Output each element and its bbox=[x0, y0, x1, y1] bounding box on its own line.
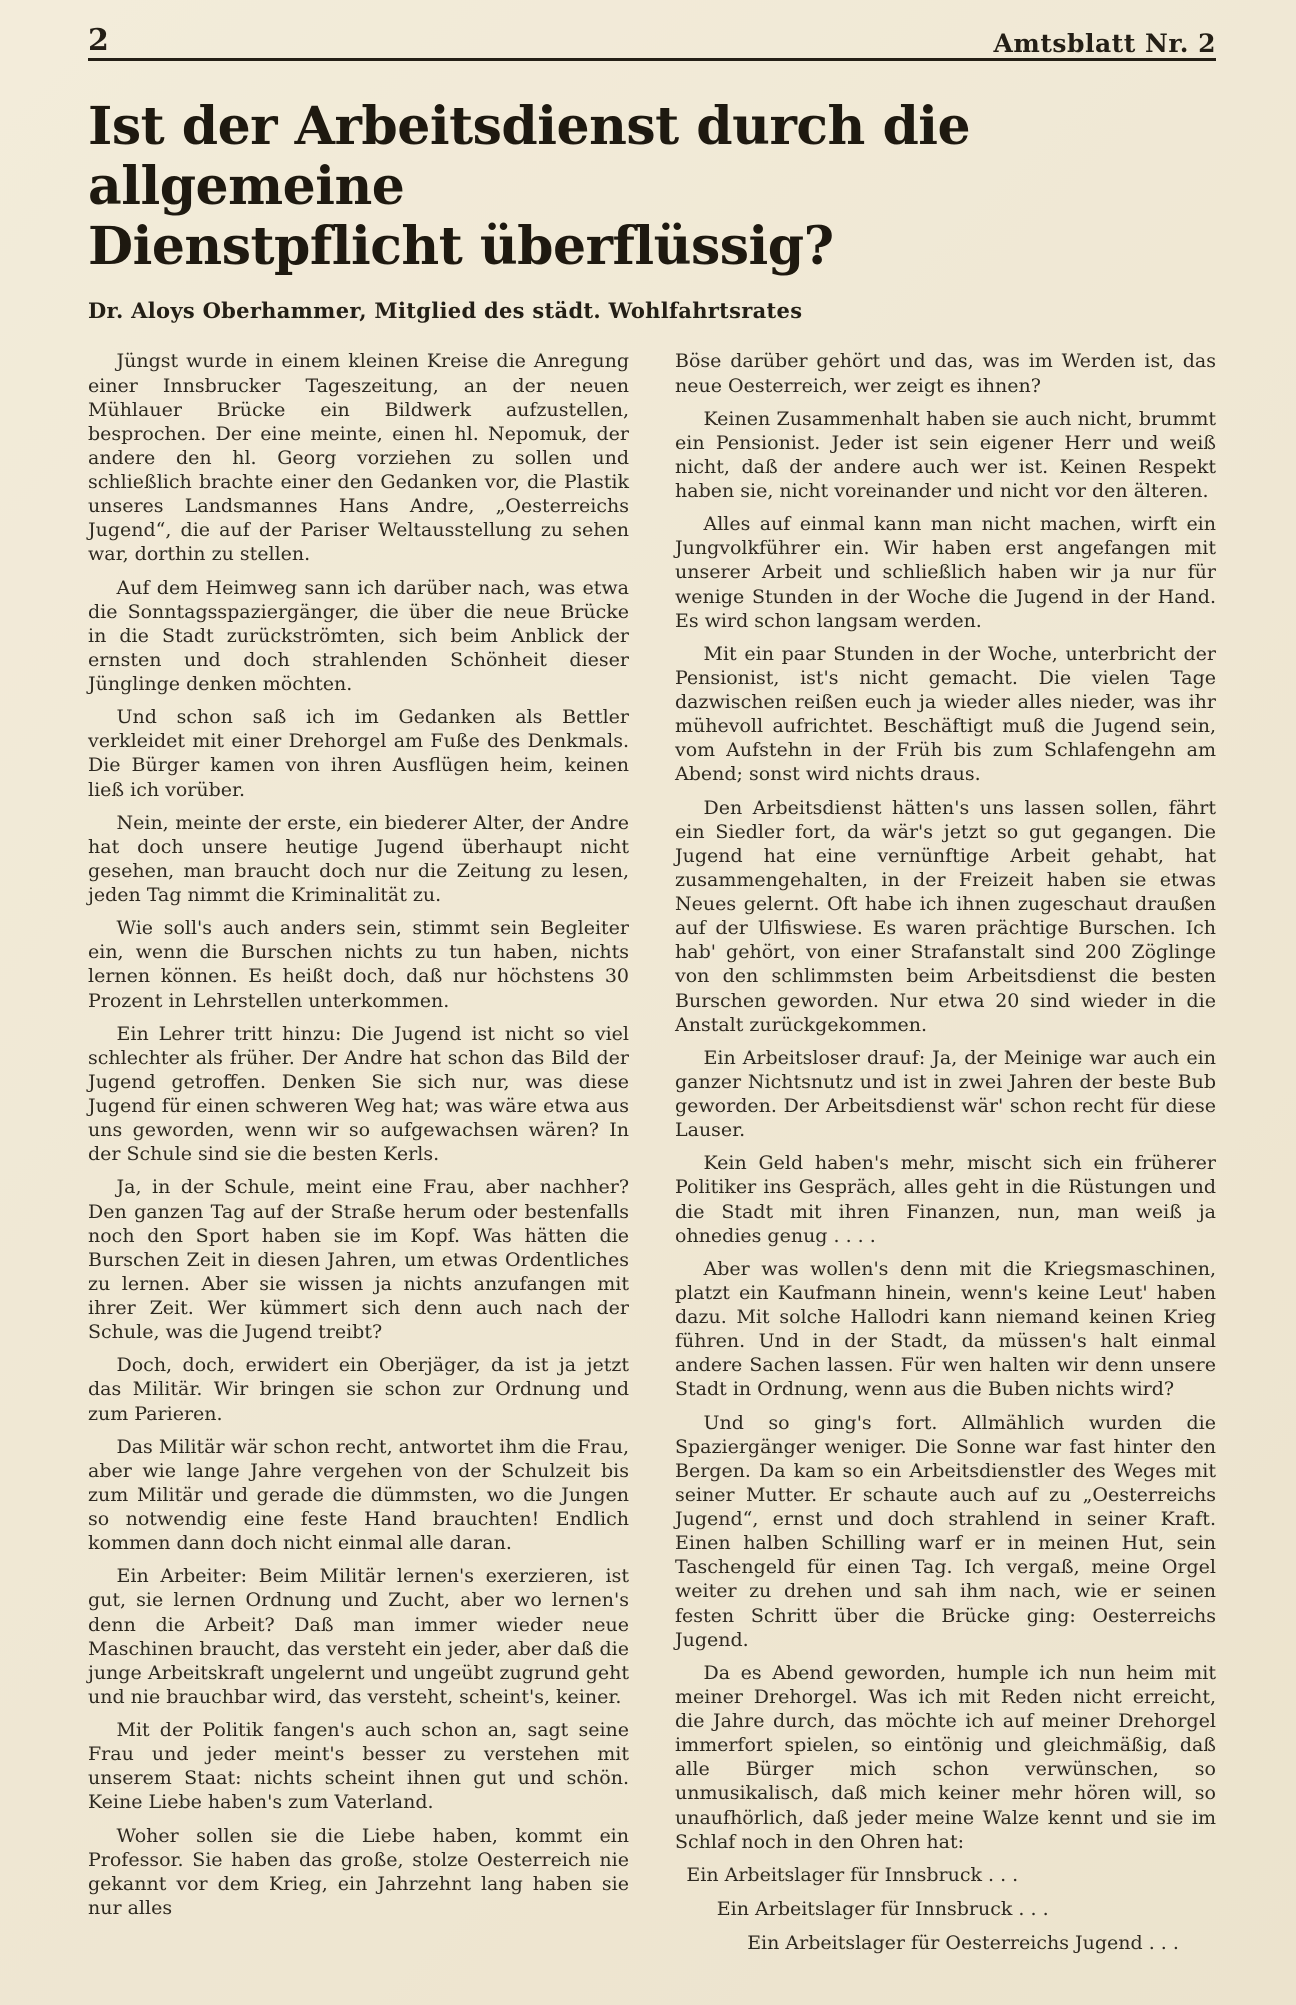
paragraph: Und schon saß ich im Gedanken als Bettler verkleidet mit einer Drehorgel am Fuße des Denkmals. Die Bürger kamen von ihren Ausflügen heim, keinen ließ ich vorüber. bbox=[88, 706, 629, 801]
paragraph: Mit ein paar Stunden in der Woche, unterbricht der Pensionist, ist's nicht gemacht. Die vielen Tage dazwischen reißen euch ja wieder alles nieder, was ihr mühevoll aufrichtet. Beschäftigt muß die Jugend sein, vom Aufstehn in der Früh bis zum Schlafengehn am Abend; sonst wird nichts draus. bbox=[675, 642, 1216, 786]
paragraph: Doch, doch, erwidert ein Oberjäger, da ist ja jetzt das Militär. Wir bringen sie schon zur Ordnung und zum Parieren. bbox=[88, 1354, 629, 1425]
byline: Dr. Aloys Oberhammer, Mitglied des städt. Wohlfahrtsrates bbox=[88, 298, 803, 324]
headline-line-2: Dienstpflicht überflüssig? bbox=[88, 215, 834, 277]
page-number: 2 bbox=[88, 23, 109, 58]
paragraph: Alles auf einmal kann man nicht machen, wirft ein Jungvolkführer ein. Wir haben erst angefangen mit unserer Arbeit und schließlich haben wir ja nur für wenige Stunden in der Woche die Jugend in der Hand. Es wird schon langsam werden. bbox=[675, 513, 1216, 632]
paragraph: Woher sollen sie die Liebe haben, kommt ein Professor. Sie haben das große, stolze Oesterreich nie gekannt vor dem Krieg, ein Jahrzehnt lang haben sie nur alles bbox=[88, 1824, 629, 1919]
paragraph: Wie soll's auch anders sein, stimmt sein Begleiter ein, wenn die Burschen nichts zu tun haben, nichts lernen können. Es heißt doch, daß nur höchstens 30 Prozent in Lehrstellen unterkommen. bbox=[88, 917, 629, 1012]
closing-line: Ein Arbeitslager für Innsbruck . . . bbox=[716, 1897, 1049, 1920]
paragraph: Auf dem Heimweg sann ich darüber nach, was etwa die Sonntagsspaziergänger, die über die neue Brücke in die Stadt zurückströmten, sich beim Anblick der ernsten und doch strahlenden Schönheit dieser Jünglinge denken möchten. bbox=[88, 576, 629, 696]
paragraph-continuation: Böse darüber gehört und das, was im Werden ist, das neue Oesterreich, wer zeigt es ihnen? bbox=[675, 350, 1216, 397]
paragraph: Nein, meinte der erste, ein biederer Alter, der Andre hat doch unsere heutige Jugend überhaupt nicht gesehen, man braucht doch nur die Zeitung zu lesen, jeden Tag nimmt die Kriminalität zu. bbox=[88, 811, 629, 907]
headline-line-1: Ist der Arbeitsdienst durch die allgemeine bbox=[88, 96, 971, 217]
paragraph: Keinen Zusammenhalt haben sie auch nicht, brummt ein Pensionist. Jeder ist sein eigener Herr und weiß nicht, daß der andere auch wer ist. Keinen Respekt haben sie, nicht voreinander und nicht vor den älteren. bbox=[675, 407, 1216, 503]
paragraph: Ja, in der Schule, meint eine Frau, aber nachher? Den ganzen Tag auf der Straße herum oder bestenfalls noch den Sport haben sie im Kopf. Was hätten die Burschen Zeit in diesen Jahren, um etwas Ordentliches zu lernen. Aber sie wissen ja nichts anzufangen mit ihrer Zeit. Wer kümmert sich denn auch nach der Schule, was die Jugend treibt? bbox=[88, 1176, 629, 1344]
paragraph: Mit der Politik fangen's auch schon an, sagt seine Frau und jeder meint's besser zu verstehen mit unserem Staat: nichts scheint ihnen gut und schön. Keine Liebe haben's zum Vaterland. bbox=[88, 1719, 629, 1814]
paragraph: Jüngst wurde in einem kleinen Kreise die Anregung einer Innsbrucker Tageszeitung, an der neuen Mühlauer Brücke ein Bildwerk aufzustellen, besprochen. Der eine meinte, einen hl. Nepomuk, der andere den hl. Georg vorziehen zu sollen und schließlich brachte einer den Gedanken vor, die Plastik unseres Landsmannes Hans Andre, „Oesterreichs Jugend“, die auf der Pariser Weltausstellung zu sehen war, dorthin zu stellen. bbox=[88, 350, 629, 566]
paragraph: Da es Abend geworden, humple ich nun heim mit meiner Drehorgel. Was ich mit Reden nicht erreicht, die Jahre durch, das möchte ich auf meiner Drehorgel immerfort spielen, so eintönig und gleichmäßig, daß alle Bürger mich schon verwünschen, so unmusikalisch, daß mich keiner mehr hören will, so unaufhörlich, daß jeder meine Walze kennt und sie im Schlaf noch in den Ohren hat: bbox=[675, 1661, 1216, 1853]
masthead-title: Amtsblatt Nr. 2 bbox=[993, 29, 1216, 58]
paragraph: Den Arbeitsdienst hätten's uns lassen sollen, fährt ein Siedler fort, da wär's jetzt so gut gegangen. Die Jugend hat eine vernünftige Arbeit gehabt, hat zusammengehalten, in der Freizeit haben sie etwas Neues gelernt. Oft habe ich ihnen zugeschaut draußen auf der Ulfiswiese. Es waren prächtige Burschen. Ich hab' gehört, von einer Strafanstalt sind 200 Zöglinge von den schlimmsten beim Arbeitsdienst die besten Burschen geworden. Nur etwa 20 sind wieder in die Anstalt zurückgekommen. bbox=[675, 796, 1216, 1036]
article-headline bbox=[88, 97, 1216, 323]
paragraph: Kein Geld haben's mehr, mischt sich ein früherer Politiker ins Gespräch, alles geht in die Rüstungen und die Stadt mit ihren Finanzen, nun, man weiß ja ohnedies genug . . . . bbox=[675, 1152, 1216, 1247]
closing-line: Ein Arbeitslager für Oesterreichs Jugend . . . bbox=[747, 1932, 1179, 1955]
paragraph: Aber was wollen's denn mit die Kriegsmaschinen, platzt ein Kaufmann hinein, wenn's keine Leut' haben dazu. Mit solche Hallodri kann niemand keinen Krieg führen. Und in der Stadt, da müssen's halt einmal andere Sachen lassen. Für wen halten wir denn unsere Stadt in Ordnung, wenn aus die Buben nichts wird? bbox=[675, 1257, 1216, 1401]
running-head bbox=[88, 23, 1216, 61]
paragraph: Und so ging's fort. Allmählich wurden die Spaziergänger weniger. Die Sonne war fast hinter den Bergen. Da kam so ein Arbeitsdienstler des Weges mit seiner Mutter. Er schaute auch auf zu „Oesterreichs Jugend“, ernst und doch strahlend in seiner Kraft. Einen halben Schilling warf er in meinen Hut, sein Taschengeld für einen Tag. Ich vergaß, meine Orgel weiter zu drehen und sah ihm nach, wie er seinen festen Schritt über die Brücke ging: Oesterreichs Jugend. bbox=[675, 1411, 1216, 1651]
paragraph: Ein Arbeiter: Beim Militär lernen's exerzieren, ist gut, sie lernen Ordnung und Zucht, aber wo lernen's denn die Arbeit? Daß man immer wieder neue Maschinen braucht, das versteht ein jeder, aber daß die junge Arbeitskraft ungelernt und ungeübt zugrund geht und nie brauchbar wird, das versteht, scheint's, keiner. bbox=[88, 1565, 629, 1708]
paragraph: Ein Lehrer tritt hinzu: Die Jugend ist nicht so viel schlechter als früher. Der Andre hat schon das Bild der Jugend getroffen. Denken Sie sich nur, was diese Jugend für einen schweren Weg hat; was wäre etwa aus uns geworden, wenn wir so aufgewachsen wären? In der Schule sind sie die besten Kerls. bbox=[88, 1022, 629, 1166]
closing-line: Ein Arbeitslager für Innsbruck . . . bbox=[686, 1863, 1019, 1886]
paragraph: Ein Arbeitsloser drauf: Ja, der Meinige war auch ein ganzer Nichtsnutz und ist in zwei Jahren der beste Bub geworden. Der Arbeitsdienst wär' schon recht für diese Lauser. bbox=[675, 1046, 1216, 1142]
paragraph: Das Militär wär schon recht, antwortet ihm die Frau, aber wie lange Jahre vergehen von der Schulzeit bis zum Militär und gerade die dümmsten, wo die Jungen so notwendig eine feste Hand brauchten! Endlich kommen dann doch nicht einmal alle daran. bbox=[88, 1435, 629, 1555]
